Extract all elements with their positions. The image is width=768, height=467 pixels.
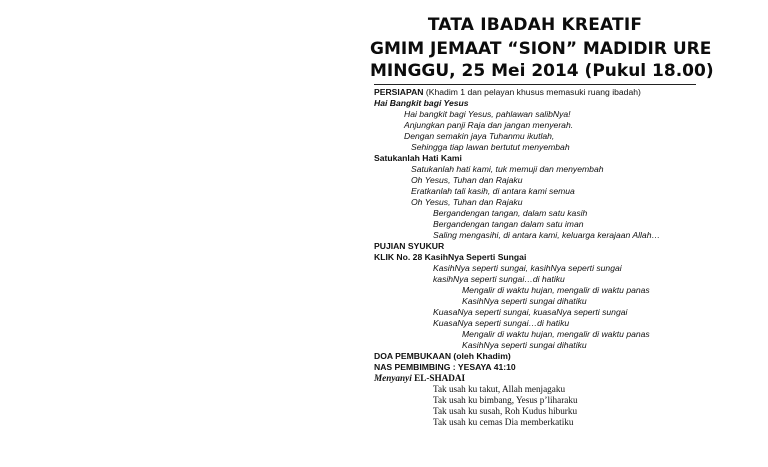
song2-title: Satukanlah Hati Kami — [374, 153, 462, 163]
song2-line: Eratkanlah tali kasih, di antara kami semua — [411, 186, 575, 196]
klik-refrain-line: KasihNya seperti sungai dihatiku — [462, 340, 587, 350]
song1-title: Hai Bangkit bagi Yesus — [374, 98, 469, 108]
klik-verse-line: KasihNya seperti sungai, kasihNya seperti sungai — [433, 263, 622, 273]
el-shadai-line: Tak usah ku bimbang, Yesus p’liharaku — [433, 395, 578, 405]
song2-chorus-line: Bergandengan tangan, dalam satu kasih — [433, 208, 588, 218]
menyanyi-song-title: EL-SHADAI — [411, 373, 466, 383]
song1-line: Dengan semakin jaya Tuhanmu ikutlah, — [404, 131, 555, 141]
song1-line: Anjungkan panji Raja dan jangan menyerah. — [404, 120, 574, 130]
song1-line: Hai bangkit bagi Yesus, pahlawan salibNya! — [404, 109, 571, 119]
song2-line: Satukanlah hati kami, tuk memuji dan menyembah — [411, 164, 604, 174]
klik-song-heading: KLIK No. 28 KasihNya Seperti Sungai — [374, 252, 527, 262]
klik-refrain-line: Mengalir di waktu hujan, mengalir di waktu panas — [462, 329, 650, 339]
song2-line: Oh Yesus, Tuhan dan Rajaku — [411, 175, 523, 185]
persiapan-line — [374, 87, 641, 97]
persiapan-note: (Khadim 1 dan pelayan khusus memasuki ruang ibadah) — [423, 87, 641, 97]
song2-line: Oh Yesus, Tuhan dan Rajaku — [411, 197, 523, 207]
congregation-name: GMIM JEMAAT “SION” MADIDIR URE — [370, 39, 712, 59]
song1-line: Sehingga tiap lawan bertutut menyembah — [411, 142, 570, 152]
service-date: MINGGU, 25 Mei 2014 (Pukul 18.00) — [370, 61, 714, 81]
klik-refrain-line: KasihNya seperti sungai dihatiku — [462, 296, 587, 306]
song2-chorus-line: Bergandengan tangan dalam satu iman — [433, 219, 584, 229]
song2-chorus-line: Saling mengasihi, di antara kami, keluarga kerajaan Allah… — [433, 230, 661, 240]
pujian-syukur-heading: PUJIAN SYUKUR — [374, 241, 445, 251]
klik-refrain-line: Mengalir di waktu hujan, mengalir di waktu panas — [462, 285, 650, 295]
klik-verse-line: KuasaNya seperti sungai, kuasaNya seperti sungai — [433, 307, 628, 317]
menyanyi-prefix: Menyanyi — [374, 373, 412, 383]
el-shadai-line: Tak usah ku susah, Roh Kudus hiburku — [433, 406, 578, 416]
el-shadai-line: Tak usah ku cemas Dia memberkatiku — [433, 417, 574, 427]
document-title: TATA IBADAH KREATIF — [427, 15, 643, 35]
klik-verse-line: kasihNya seperti sungai…di hatiku — [433, 274, 565, 284]
klik-verse-line: KuasaNya seperti sungai…di hatiku — [433, 318, 570, 328]
el-shadai-line: Tak usah ku takut, Allah menjagaku — [433, 384, 566, 394]
persiapan-label: PERSIAPAN — [374, 87, 424, 97]
nas-pembimbing-heading: NAS PEMBIMBING : YESAYA 41:10 — [374, 362, 516, 372]
title-divider — [374, 84, 696, 85]
menyanyi-line — [374, 373, 465, 383]
doa-pembukaan-heading: DOA PEMBUKAAN (oleh Khadim) — [374, 351, 511, 361]
